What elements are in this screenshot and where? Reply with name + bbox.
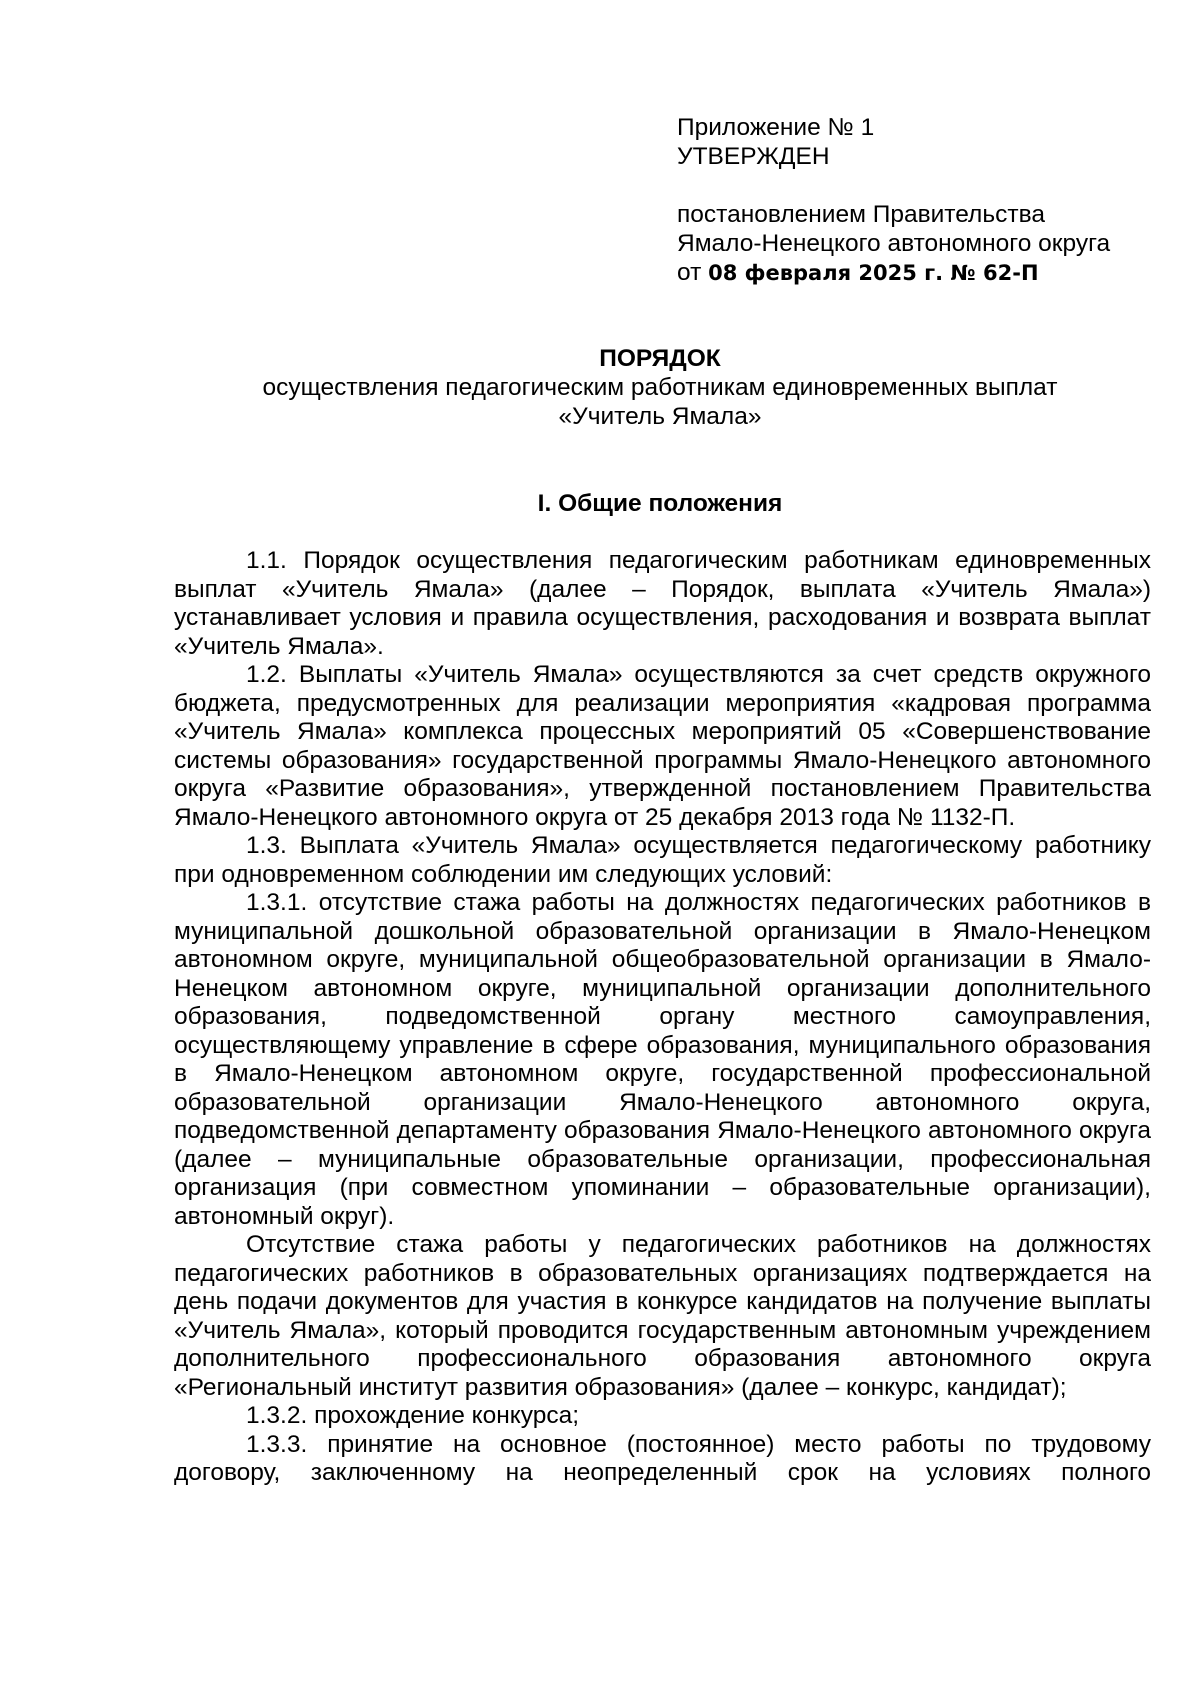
paragraph-1-3-3: 1.3.3. принятие на основное (постоянное) место работы по трудовому договору, заключенному на неопределенный срок на условиях полного <box>174 1430 1151 1486</box>
resolution-label: постановлением Правительства <box>677 201 1045 228</box>
appendix-number: Приложение № 1 <box>677 114 875 141</box>
document-title-block <box>0 344 1200 431</box>
paragraph-1-3-2: 1.3.2. прохождение конкурса; <box>246 1402 580 1429</box>
resolution-date: 08 февраля 2025 г. № 62-П <box>708 261 1039 285</box>
paragraph-1-3: 1.3. Выплата «Учитель Ямала» осуществляется педагогическому работнику при одновременном соблюдении им следующих условий: <box>174 832 1151 888</box>
approval-block <box>677 113 1110 288</box>
resolution-date-line <box>677 258 1110 288</box>
paragraph-1-3-1: 1.3.1. отсутствие стажа работы на должностях педагогических работников в муниципальной дошкольной образовательной организации в Ямало-Ненецком автономном округе, муниципальной общеобразовательной организации в Ямало-Ненецком автономном округе, муниципальной организации дополнительного образования, подведомственной органу местного самоуправления, осуществляющему управление в сфере образования, муниципального образования в Ямало-Ненецком автономном округе, государственной профессиональной образовательной организации Ямало-Ненецкого автономного округа, подведомственной департаменту образования Ямало-Ненецкого автономного округа (далее – муниципальные образовательные организации, профессиональная организация (при совместном упоминании – образовательные организации), автономный округ). <box>174 889 1151 1230</box>
government-name: Ямало-Ненецкого автономного округа <box>677 230 1111 257</box>
document-subtitle-line-1: осуществления педагогическим работникам единовременных выплат <box>262 374 1058 401</box>
approved-label: УТВЕРЖДЕН <box>677 143 830 170</box>
paragraph-1-2: 1.2. Выплаты «Учитель Ямала» осуществляются за счет средств окружного бюджета, предусмотренных для реализации мероприятия «кадровая программа «Учитель Ямала» комплекса процессных мероприятий 05 «Совершенствование системы образования» государственной программы Ямало-Ненецкого автономного округа «Развитие образования», утвержденной постановлением Правительства Ямало-Ненецкого автономного округа от 25 декабря 2013 года № 1132-П. <box>174 661 1151 831</box>
document-subtitle-line-2: «Учитель Ямала» <box>558 403 762 430</box>
approval-spacer <box>677 171 1110 200</box>
paragraph-1-1: 1.1. Порядок осуществления педагогическим работникам единовременных выплат «Учитель Ямала» (далее – Порядок, выплата «Учитель Ямала») устанавливает условия и правила осуществления, расходования и возврата выплат «Учитель Ямала». <box>174 547 1151 660</box>
paragraph-1-3-1-continuation: Отсутствие стажа работы у педагогических работников на должностях педагогических работников в образовательных организациях подтверждается на день подачи документов для участия в конкурсе кандидатов на получение выплаты «Учитель Ямала», который проводится государственным автономным учреждением дополнительного профессионального образования автономного округа «Региональный институт развития образования» (далее – конкурс, кандидат); <box>174 1231 1151 1401</box>
document-title: ПОРЯДОК <box>599 345 721 372</box>
section-heading: I. Общие положения <box>537 490 783 517</box>
date-prefix: от <box>677 259 702 286</box>
document-body <box>174 547 1151 1488</box>
